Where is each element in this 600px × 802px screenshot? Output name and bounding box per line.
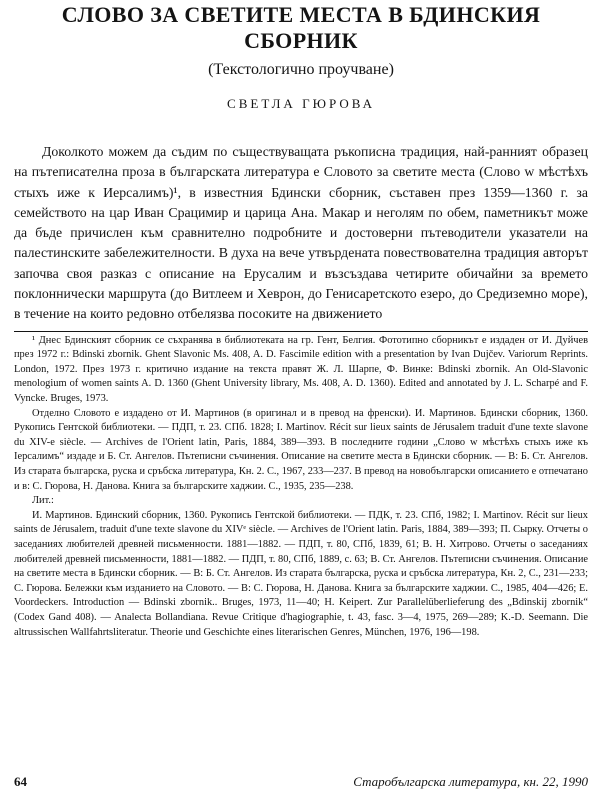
document-page	[0, 2, 600, 802]
footnote-literature-list: И. Мартинов. Бдинский сборник, 1360. Рукопись Гентской библиотеки. — ПДК, т. 23. СПб, 1982; I. Martinov. Récit sur lieux saints de Jérusalem, traduit d'une texte slavone du XIVᵉ siècle. — Archives de l'Orient latin. Paris, 1884, 389—393; П. Сырку. Отчеты о заседаниях любителей древней письменности. 1881—1882. — ПДП, т. 80, СПб, 1839, 61; В. Н. Хитрово. Отчеты о заседаниях любителей древней письменности, 1881—1882. — ПДП, т. 80, СПб, 1889, с. 63; В. Ст. Ангелов. Пътеписни съчинения. Описание на светите места в Бдински сборник. — В: Б. Ст. Ангелов. Из старата българска, руска и сръбска литература, Кн. 2, С., 231—233; С. Гюрова. Бележки към изданието на Словото. — В: С. Гюрова, Н. Данова. Книга за българските хаджии. С., 1985, 404—426; Е. Voordeckers. Introduction — Bdinski zbornik.. Bruges, 1973, 11—40; Н. Keipert. Zur Parallelüberlieferung des „Bdinskij zbornik“ (Codex Gand 408). — Analecta Bollandiana. Revue Critique d'hagiographie, t. 43, fasc. 3—4, 1975, 269—289; K.-D. Seemann. Die altrussischen Wallfahrtsliteratur. Theorie und Geschichte eines literarischen Genres, München, 1976, 196—198.	[14, 509, 588, 638]
footnote-1: ¹ Днес Бдинският сборник се съхранява в библиотеката на гр. Гент, Белгия. Фототипно сборникът е издаден от И. Дуйчев през 1972 г.: Bdinski zbornik. Ghent Slavonic Ms. 408, A. D. Fascimile edition with a presentation by Ivan Dujčev. Variorum Reprints. London, 1972. През 1973 г. критично издание на текста правят Ж. Л. Шарпе, Ф. Винке: Bdinski zbornik. An Old-Slavonic menologium of women saints A. D. 1360 (Ghent University library, Ms. 408, A. D. 1360). Edited and annotated by J. L. Scharpé and F. Vyncke. Bruges, 1973.	[14, 334, 588, 405]
article-subtitle: (Текстологично проучване)	[208, 61, 394, 78]
journal-title: Старобългарска литература, кн. 22, 1990	[353, 774, 588, 789]
footnote-2: Отделно Словото е издадено от И. Мартинов (в оригинал и в превод на френски). И. Мартинов. Бдински сборник, 1360. Рукопись Гентской библиотеки. — ПДП, т. 23. СПб. 1828; I. Martinov. Récit sur lieux saints de Jérusalem traduit d'une texte slavone du XIV-e siècle. — Archives de l'Orient latin, Paris, 1884, 389—393. В последните години „Слово w мѣстѣхъ стыхъ иже къ Iерсалимъ“ издаде и Б. Ст. Ангелов. Пътеписни съчинения. Описание на светите места в Бдински сборник. — В: Б. Ст. Ангелов. Из старата българска, руска и сръбска литература, Кн. 2. С., 1967, 233—237. В превод на новобългарски описанието е отпечатано и в: С. Гюрова, Н. Данова. Книга за българските хаджии. С., 1935, 235—238.	[14, 407, 588, 492]
body-paragraph: Доколкото можем да съдим по съществуващата ръкописна традиция, най-ранният образец на пътеписателна проза в българската литература е Словото за светите места (Слово w мѣстѣхъ стыхъ иже к Иерсалимъ)¹, в известния Бдински сборник, съставен през 1359—1360 г. за семейството на цар Иван Срацимир и царица Ана. Макар и неголям по обем, паметникът може да бъде причислен към сравнително подробните и достоверни пътеводители указатели на палестинските забележителности. В духа на вече утвърдената повествователна традиция авторът започва своя разказ с описание на Ерусалим и възсъздава четирите обичайни за времето поклоннически маршрута (до Витлеем и Хеврон, до Генисаретското езеро, до Средиземно море), в течение на които редовно отбелязва посоките на движението	[14, 144, 588, 322]
footnotes-block	[14, 334, 588, 640]
article-title: СЛОВО ЗА СВЕТИТЕ МЕСТА В БДИНСКИЯ СБОРНИК	[61, 2, 541, 53]
footnote-literature-heading: Лит.:	[32, 495, 54, 507]
footnote-divider	[14, 331, 588, 332]
page-number: 64	[14, 774, 27, 789]
page-footer	[14, 774, 588, 790]
article-author: СВЕТЛА ГЮРОВА	[227, 96, 375, 111]
